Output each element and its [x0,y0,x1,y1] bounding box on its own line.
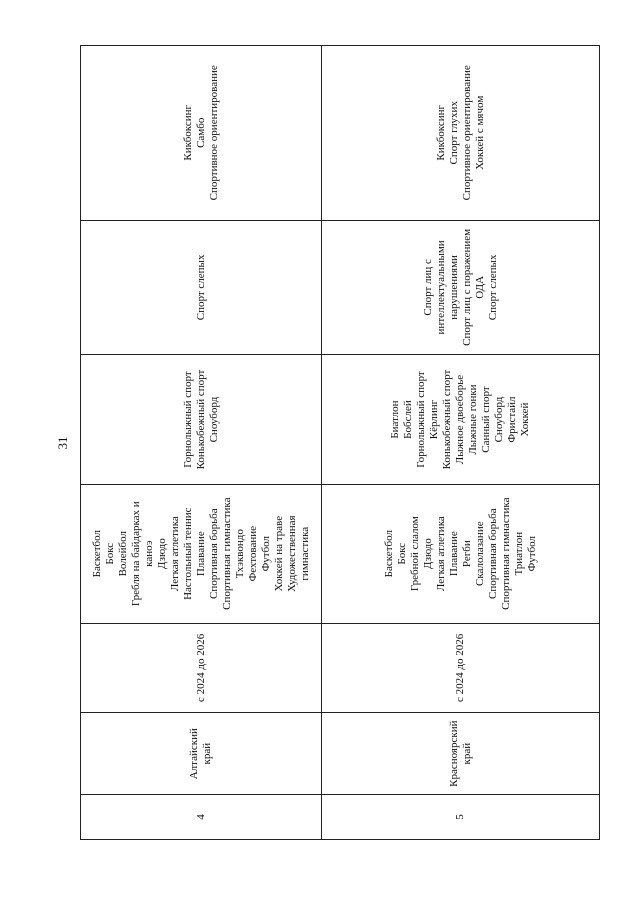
row-number: 5 [454,814,466,820]
period-cell [81,623,321,713]
sport-item: Сноуборд [207,396,220,443]
sport-item: Спорт лиц с интеллектуальными нарушениями [421,240,460,335]
period-cell [322,623,599,713]
sport-item: Спортивная гимнастика [220,497,233,610]
sport-item: Бобслей [402,400,414,439]
sport-item: Санный спорт [480,386,492,453]
sport-item: Бокс [395,542,408,565]
paralympic-sports-cell [322,220,599,355]
sport-item: Баскетбол [90,530,103,578]
summer-sports-cell [81,484,321,623]
period: с 2024 до 2026 [194,633,207,703]
sport-item: Спортивная гимнастика [499,497,512,610]
sport-item: Легкая атлетика [168,516,181,592]
table-row [81,46,322,839]
sport-item: Кикбоксинг [434,104,447,161]
summer-sports-cell [322,484,599,623]
sports-table [80,45,600,840]
sport-item: Лыжное двоеборье [454,374,466,465]
sport-item: Конькобежный спорт [194,369,207,470]
sport-item: Сноуборд [493,396,505,443]
sport-item: Хоккей с мячом [473,95,486,170]
row-number-cell [81,794,321,839]
winter-sports-cell [81,354,321,484]
sport-item: Футбол [259,535,272,572]
sport-item: Спортивная борьба [207,508,220,600]
sport-item: Бокс [103,542,116,565]
sport-item: Хоккей [519,402,531,437]
sport-item: Легкая атлетика [434,516,447,592]
other-sports-cell [81,46,321,220]
sport-item: Гребной слалом [408,516,421,592]
period: с 2024 до 2026 [454,633,466,703]
sport-item: Спортивная борьба [486,508,499,600]
sport-item: Хоккей на траве [272,515,285,592]
sports-table-wrapper [80,45,600,840]
sport-item: Тхэквондо [233,529,246,579]
sport-item: Кикбоксинг [181,104,194,161]
sport-item: Баскетбол [382,530,395,578]
sport-item: Фехтование [246,526,259,582]
sport-item: Биатлон [389,400,401,439]
region-cell [81,712,321,794]
sport-item: Спортивное ориентирование [460,65,473,201]
sport-item: Футбол [525,535,538,572]
sport-item: Дзюдо [155,538,168,570]
sport-item: Скалолазание [473,521,486,586]
sport-item: Спортивное ориентирование [207,65,220,201]
paralympic-sports-cell [81,220,321,355]
sport-item: Художественная гимнастика [285,515,311,593]
sport-item: Триатлон [512,531,525,576]
sport-item: Горнолыжный спорт [181,371,194,468]
sport-item: Плавание [194,531,207,577]
region-cell [322,712,599,794]
sport-item: Лыжные гонки [467,384,479,455]
sport-item: Спорт слепых [486,254,499,321]
other-sports-cell [322,46,599,220]
sport-item: Спорт слепых [194,254,207,321]
sport-item: Волейбол [116,531,129,577]
sport-item: Гребля на байдарках и каноэ [129,501,155,607]
region-name: Алтайский край [188,728,213,780]
sport-item: Горнолыжный спорт [415,371,427,468]
winter-sports-cell [322,354,599,484]
sport-item: Самбо [194,117,207,148]
region-name: Красноярский край [447,720,473,787]
page-number: 31 [55,436,70,450]
sport-item: Фристайл [506,396,518,443]
sport-item: Регби [460,540,473,568]
row-number: 4 [194,814,207,820]
table-row [322,46,599,839]
sport-item: Спорт глухих [447,101,460,165]
sport-item: Конькобежный спорт [441,369,453,470]
row-number-cell [322,794,599,839]
sport-item: Кёрлинг [428,399,440,440]
sport-item: Плавание [447,531,460,577]
sport-item: Спорт лиц с поражением ОДА [460,228,486,346]
sport-item: Настольный теннис [181,507,194,600]
sport-item: Дзюдо [421,538,434,570]
